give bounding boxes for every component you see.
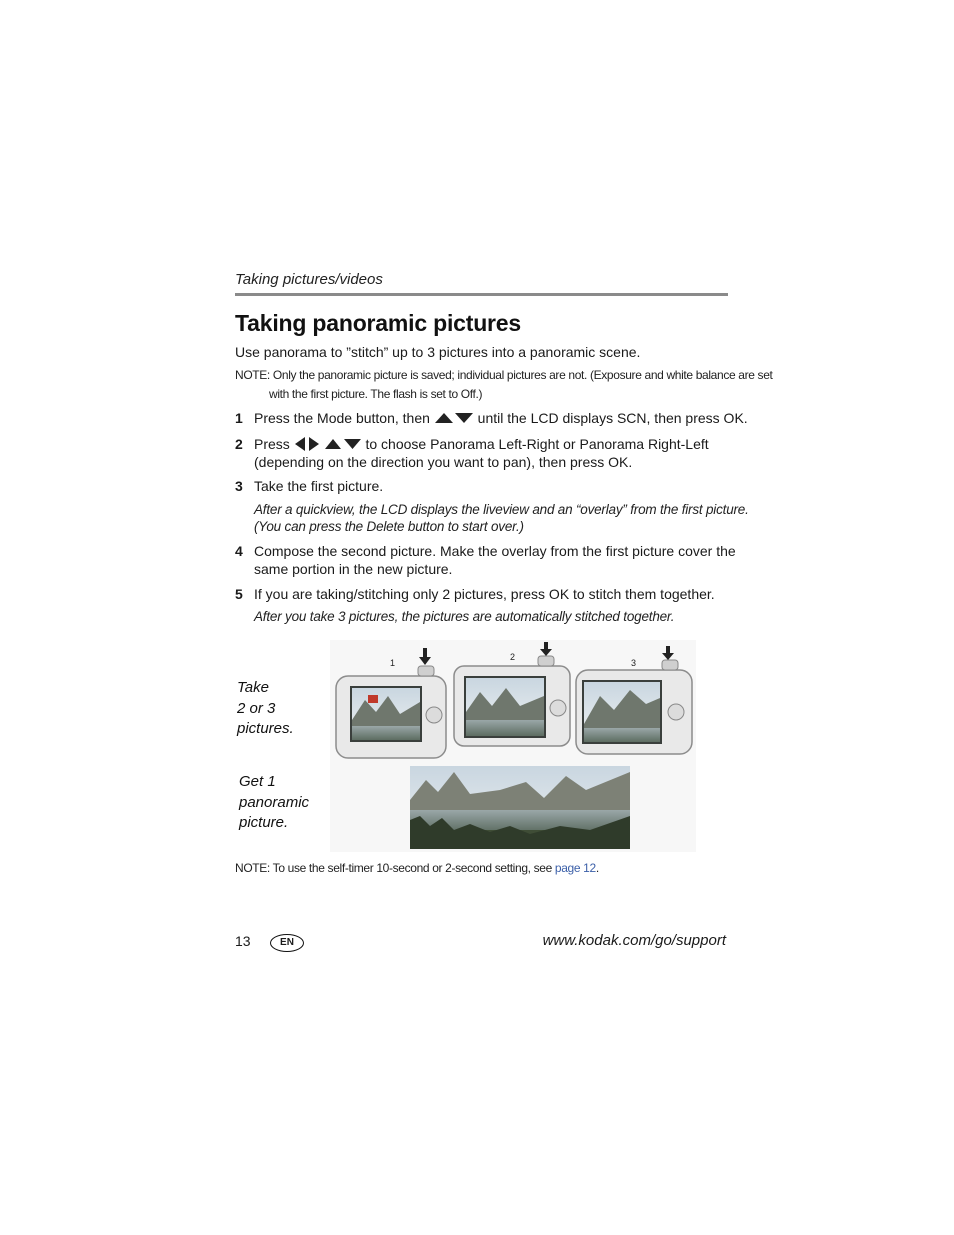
step-1-before: Press the Mode button, then [254, 410, 430, 426]
note-line-2: with the first picture. The flash is set to Off.) [269, 387, 483, 401]
caption-line: 2 or 3 [237, 699, 276, 717]
step-number: 4 [235, 543, 243, 559]
step-2-text [254, 436, 709, 454]
caption-take [237, 678, 294, 740]
step-1-after: until the LCD displays SCN, then press OK. [477, 410, 748, 426]
step-number: 2 [235, 436, 243, 452]
step-2-line-2: (depending on the direction you want to pan), then press OK. [254, 454, 633, 470]
caption-line: Get 1 [239, 773, 276, 790]
page-title: Taking panoramic pictures [235, 310, 521, 336]
step-2-after: to choose Panorama Left-Right or Panorama Right-Left [365, 436, 709, 452]
caption-line: Take [237, 679, 269, 696]
step-3-text: Take the first picture. [254, 478, 384, 494]
note-self-timer-text: NOTE: To use the self-timer 10-second or 2-second setting, see [235, 861, 555, 875]
intro-text: Use panorama to ”stitch” up to 3 pictures into a panoramic scene. [235, 344, 641, 360]
step-3-detail-2: (You can press the Delete button to start over.) [254, 519, 524, 534]
note-self-timer [235, 861, 599, 875]
caption-line: pictures. [237, 720, 294, 737]
caption-line: picture. [239, 814, 289, 831]
camera-1 [336, 666, 446, 758]
page-number: 13 [235, 933, 251, 949]
note-line-1: NOTE: Only the panoramic picture is saved; individual pictures are not. (Exposure and white balance are set [235, 368, 773, 382]
panorama-result-image [410, 766, 630, 849]
step-number: 3 [235, 478, 243, 494]
left-right-arrows-icon [294, 437, 320, 454]
step-2-before: Press [254, 436, 290, 452]
camera-2 [454, 656, 570, 746]
step-5-text: If you are taking/stitching only 2 pictures, press OK to stitch them together. [254, 586, 715, 602]
step-3-detail-1: After a quickview, the LCD displays the liveview and an “overlay” from the first picture. [254, 502, 749, 517]
support-url[interactable]: www.kodak.com/go/support [542, 932, 726, 949]
note-self-timer-end: . [595, 861, 599, 875]
step-number: 5 [235, 586, 243, 602]
up-down-arrows-icon [434, 411, 474, 428]
camera-label: 2 [510, 652, 516, 662]
panorama-figure [330, 640, 696, 852]
camera-label: 1 [390, 658, 396, 668]
caption-line: panoramic [239, 793, 310, 811]
up-down-arrows-icon [324, 437, 362, 454]
caption-get [239, 772, 309, 834]
step-5-detail: After you take 3 pictures, the pictures are automatically stitched together. [254, 609, 675, 624]
language-badge: EN [270, 934, 304, 952]
step-4-line-2: same portion in the new picture. [254, 561, 453, 577]
header-rule [235, 293, 728, 296]
step-4-line-1: Compose the second picture. Make the overlay from the first picture cover the [254, 543, 736, 559]
camera-3 [576, 660, 692, 754]
page-12-link[interactable]: page 12 [554, 861, 596, 875]
camera-label: 3 [631, 658, 637, 668]
step-number: 1 [235, 410, 243, 426]
step-1-text [254, 410, 748, 428]
section-header: Taking pictures/videos [235, 271, 383, 288]
